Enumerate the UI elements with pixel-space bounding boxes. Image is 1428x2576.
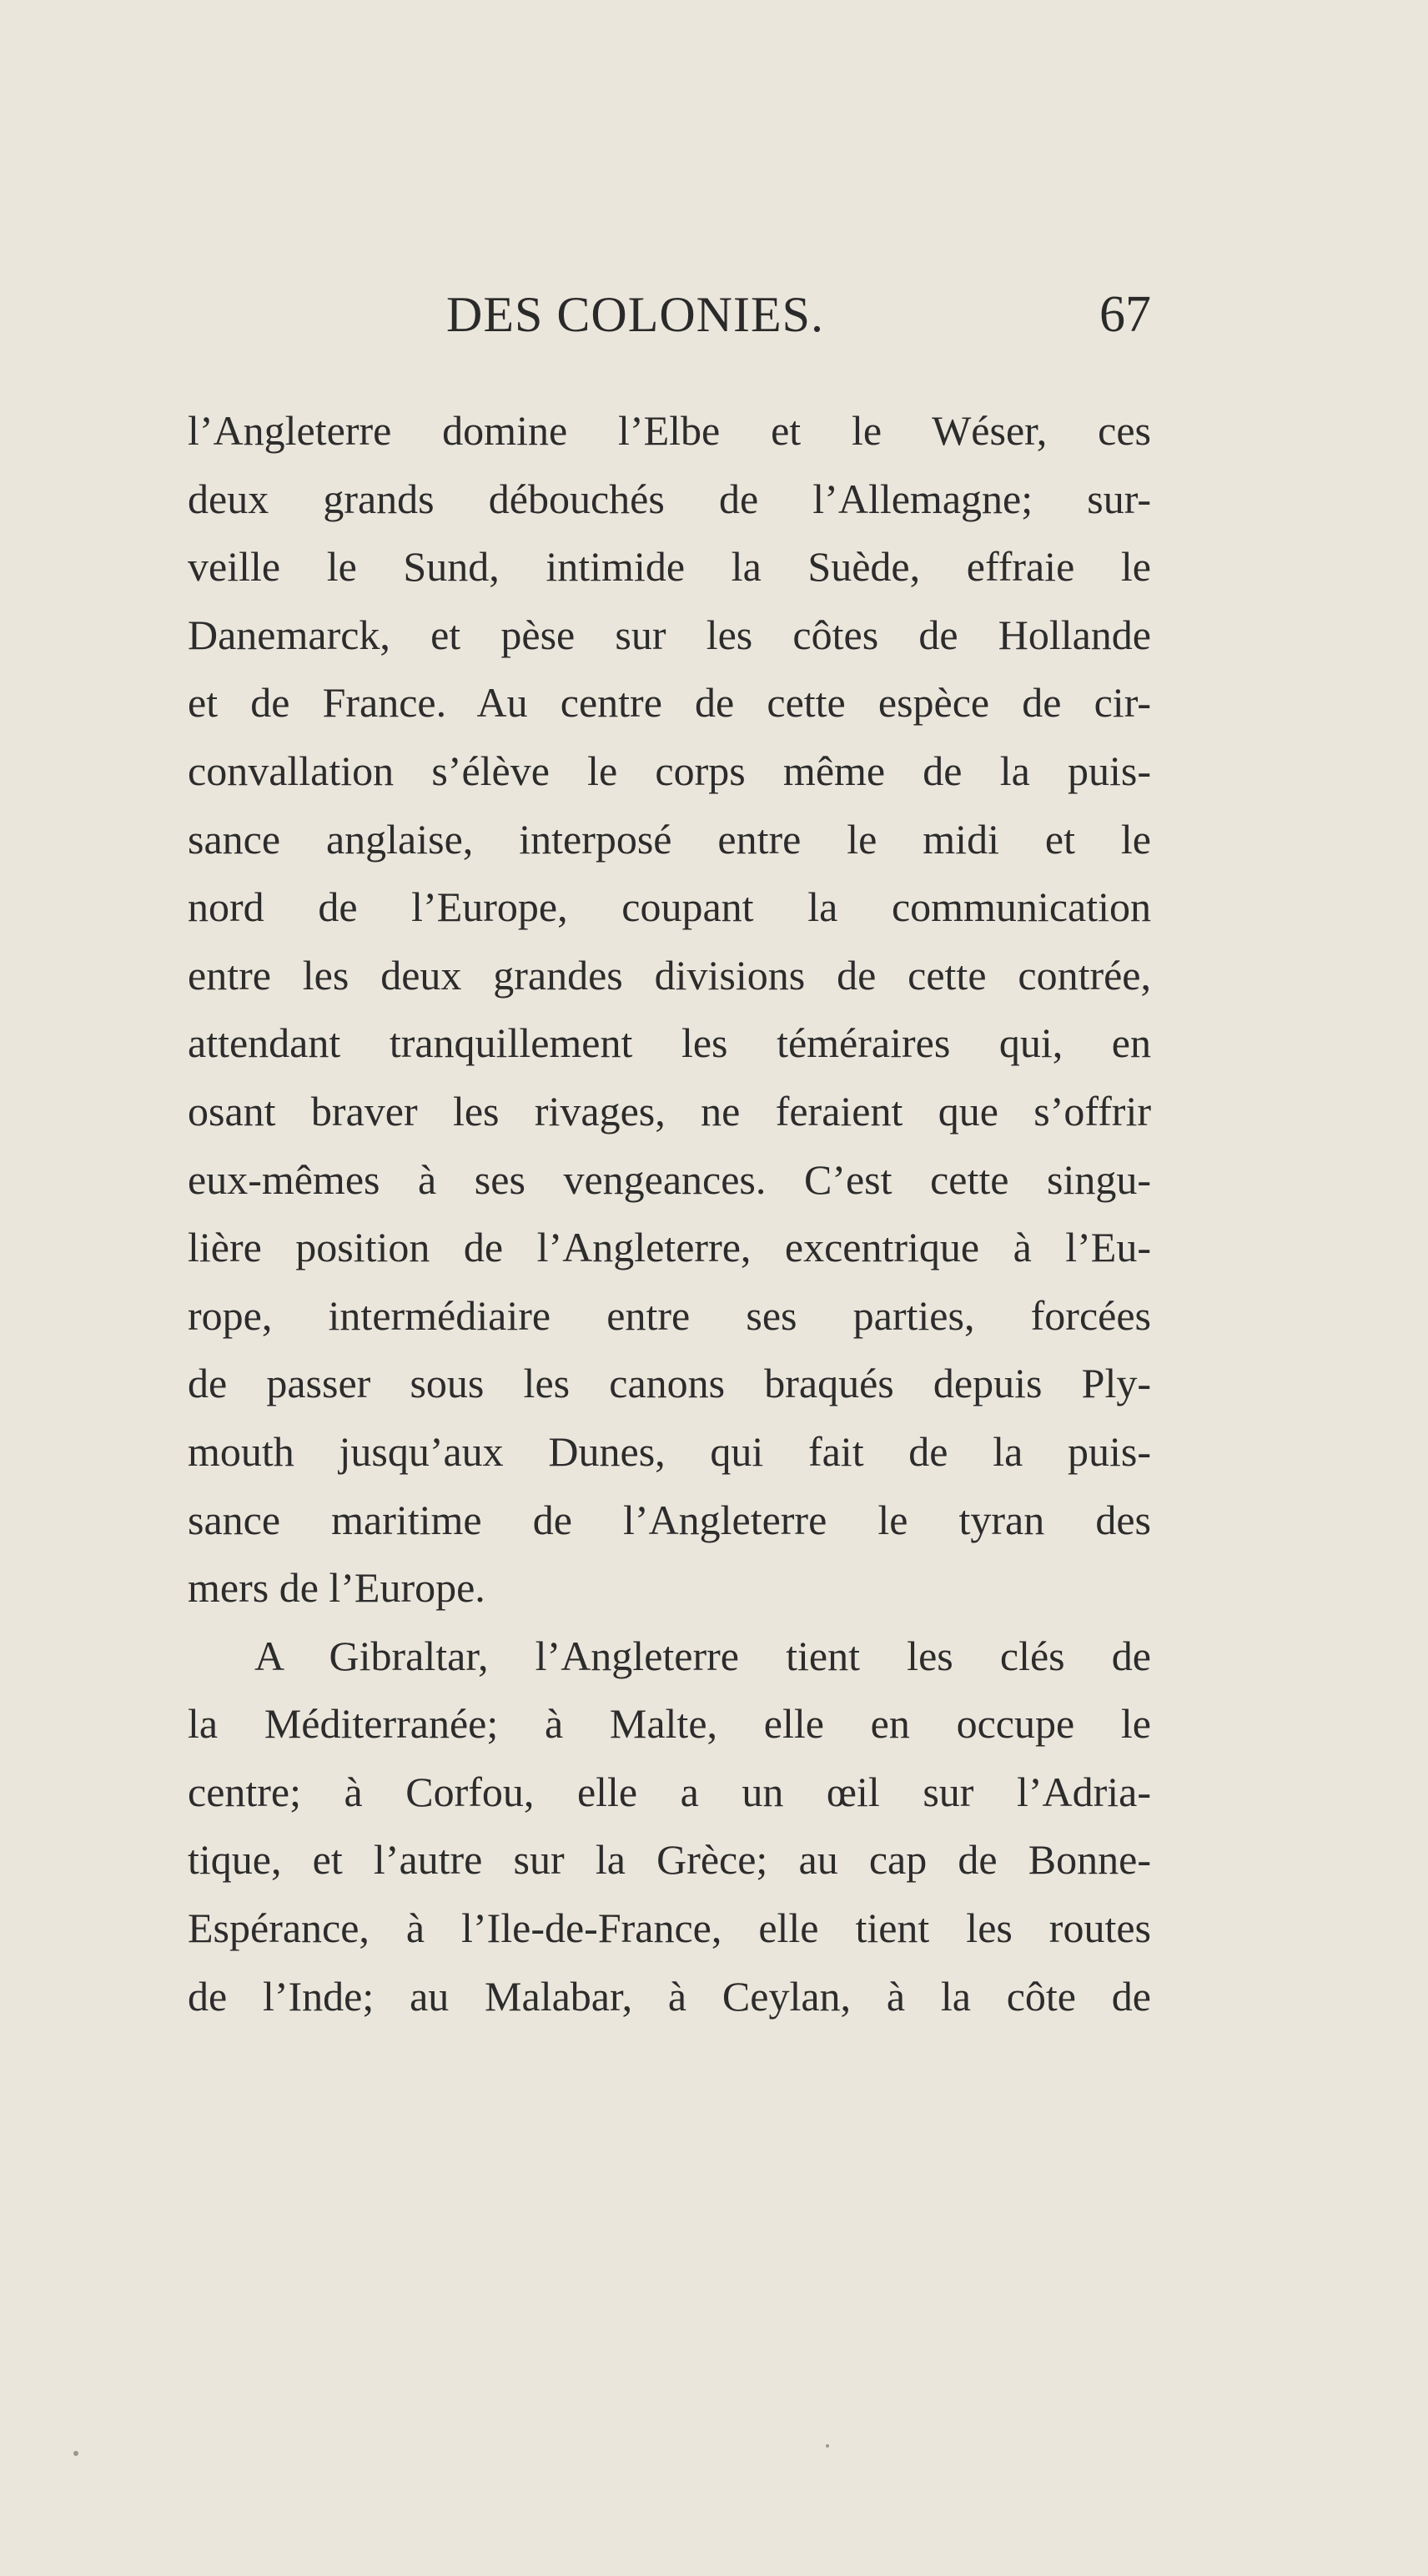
text-line: Danemarck, et pèse sur les côtes de Hollande [188, 611, 1151, 658]
text-line: rope, intermédiaire entre ses parties, forcées [188, 1291, 1151, 1339]
page-number: 67 [1099, 286, 1151, 343]
text-line: Espérance, à l’Ile-de-France, elle tient les routes [188, 1904, 1151, 1952]
text-line: et de France. Au centre de cette espèce de cir- [188, 679, 1151, 727]
text-line: entre les deux grandes divisions de cette contrée, [188, 951, 1151, 999]
paragraph-start-line: A Gibraltar, l’Angleterre tient les clés de [254, 1632, 1151, 1679]
paragraph-end-line: mers de l’Europe. [188, 1564, 485, 1612]
text-line: veille le Sund, intimide la Suède, effraie le [188, 543, 1151, 591]
paper-speck [73, 2451, 78, 2456]
text-line: tique, et l’autre sur la Grèce; au cap de Bonne- [188, 1836, 1151, 1884]
text-line: l’Angleterre domine l’Elbe et le Wéser, ces [188, 407, 1151, 454]
text-line: sance maritime de l’Angleterre le tyran des [188, 1496, 1151, 1543]
text-line: de l’Inde; au Malabar, à Ceylan, à la côte de [188, 1972, 1151, 2020]
text-line: la Méditerranée; à Malte, elle en occupe le [188, 1700, 1151, 1748]
page-header [188, 281, 1151, 348]
text-line: eux-mêmes à ses vengeances. C’est cette singu- [188, 1155, 1151, 1203]
text-line: sance anglaise, interposé entre le midi et le [188, 815, 1151, 863]
text-line: osant braver les rivages, ne feraient que s’offrir [188, 1087, 1151, 1135]
text-line: deux grands débouchés de l’Allemagne; sur- [188, 475, 1151, 522]
text-line: mouth jusqu’aux Dunes, qui fait de la puis- [188, 1427, 1151, 1475]
text-line: convallation s’élève le corps même de la puis- [188, 747, 1151, 794]
body-text [188, 397, 1151, 2030]
text-line: attendant tranquillement les téméraires qui, en [188, 1019, 1151, 1067]
text-line: centre; à Corfou, elle a un œil sur l’Adria- [188, 1768, 1151, 1815]
running-title: DES COLONIES. [446, 287, 825, 342]
paper-speck [826, 2444, 829, 2448]
text-line: lière position de l’Angleterre, excentrique à l’Eu- [188, 1224, 1151, 1271]
text-line: nord de l’Europe, coupant la communication [188, 883, 1151, 931]
text-line: de passer sous les canons braqués depuis Ply- [188, 1360, 1151, 1407]
